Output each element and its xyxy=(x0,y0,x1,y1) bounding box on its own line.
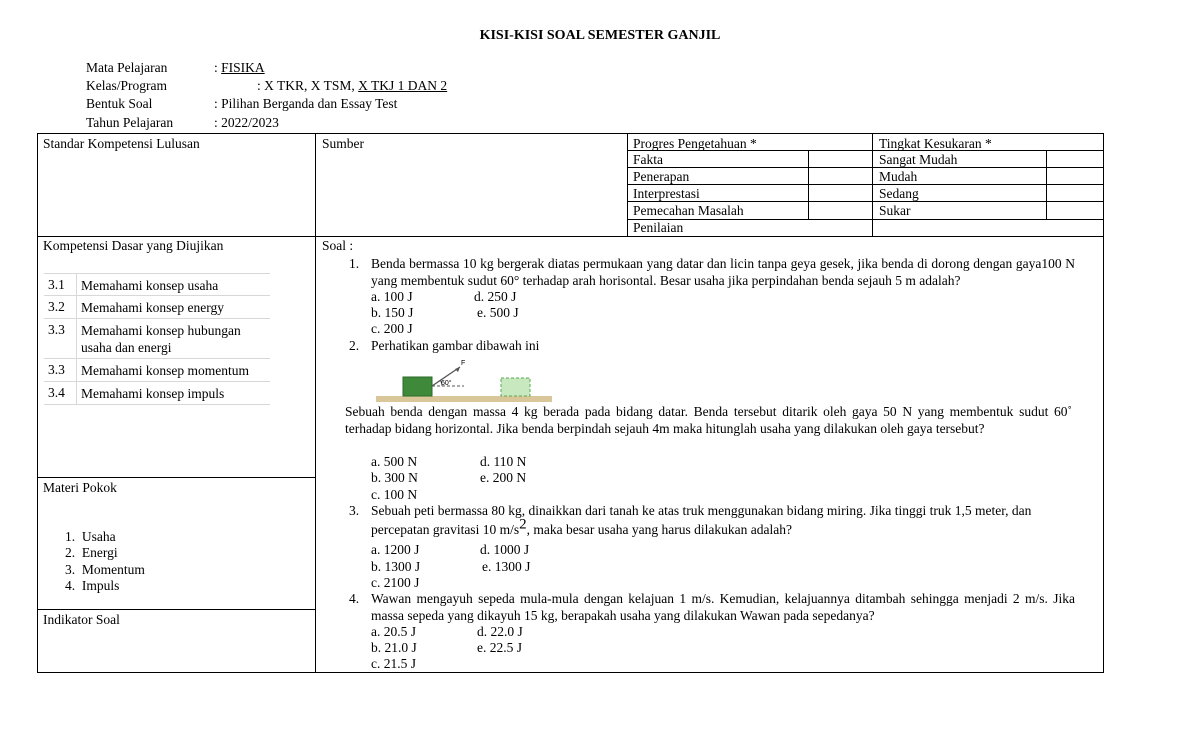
mata-pelajaran-value xyxy=(214,59,265,77)
option-c: c. 2100 J xyxy=(371,575,420,590)
tingkat-item: Sangat Mudah xyxy=(879,152,958,167)
kd-item xyxy=(44,359,270,382)
materi-item xyxy=(65,562,145,578)
ground-surface xyxy=(376,396,552,402)
materi-item xyxy=(65,545,118,561)
materi-text: Usaha xyxy=(81,529,116,544)
kd-item xyxy=(44,273,270,296)
question-number: 2. xyxy=(349,338,360,353)
materi-text: Impuls xyxy=(81,578,120,593)
superscript: 2 xyxy=(519,516,527,533)
option-c: c. 200 J xyxy=(371,321,413,336)
progres-item: Penerapan xyxy=(633,169,690,184)
kelas-value xyxy=(257,77,447,95)
option-b: b. 150 J xyxy=(371,305,414,320)
block-final xyxy=(501,378,530,396)
materi-number: 3. xyxy=(65,562,82,577)
kd-separator xyxy=(76,359,77,381)
option-d: d. 1000 J xyxy=(480,542,530,557)
question-2 xyxy=(345,338,1075,355)
question-number: 1. xyxy=(349,256,360,271)
materi-number: 4. xyxy=(65,578,82,593)
option-e: e. 500 J xyxy=(477,305,519,320)
kd-number: 3.1 xyxy=(48,277,65,292)
kd-text: Memahami konsep usaha xyxy=(81,278,219,293)
kd-number: 3.3 xyxy=(48,362,65,377)
skl-label: Standar Kompetensi Lulusan xyxy=(43,136,200,151)
progres-item: Fakta xyxy=(633,152,663,167)
progres-line-3 xyxy=(627,184,1104,185)
kelas-value-a: : X TKR, X TSM, xyxy=(257,78,355,93)
kd-text: Memahami konsep impuls xyxy=(81,386,225,401)
kd-number: 3.3 xyxy=(48,322,65,337)
materi-text: Energi xyxy=(81,545,118,560)
tingkat-item: Sedang xyxy=(879,186,919,201)
option-b: b. 21.0 J xyxy=(371,640,417,655)
materi-number: 1. xyxy=(65,529,82,544)
progres-item: Interprestasi xyxy=(633,186,700,201)
question-2-body: Sebuah benda dengan massa 4 kg berada pada bidang datar. Benda tersebut ditarik oleh gaya 50 N yang membentuk sudut 60˚ terhadap bidang horizontal. Jika benda berpindah sejauh 4m maka hitunglah usaha yang dilakukan oleh gaya tersebut? xyxy=(345,404,1072,436)
progres-label: Progres Pengetahuan * xyxy=(633,136,757,151)
materi-item xyxy=(65,578,119,594)
row-divider-materi xyxy=(37,477,315,478)
mata-pelajaran-label: Mata Pelajaran xyxy=(86,60,168,75)
question-text-part: , maka besar usaha yang harus dilakukan adalah? xyxy=(526,522,792,537)
materi-label: Materi Pokok xyxy=(43,480,117,495)
bentuk-label: Bentuk Soal xyxy=(86,96,153,111)
progres-line-2 xyxy=(627,167,1104,168)
kd-item xyxy=(44,319,270,359)
option-d: d. 22.0 J xyxy=(477,624,523,639)
option-d: d. 250 J xyxy=(474,289,517,304)
angle-label: 60° xyxy=(441,380,452,387)
question-1 xyxy=(345,256,1075,290)
question-text: Benda bermassa 10 kg bergerak diatas permukaan yang datar dan licin tanpa geya gesek, jika benda di dorong dengan gaya100 N yang membentuk sudut 60° terhadap arah horisontal. Besar usaha jika perpindahan benda sejauh 5 m adalah? xyxy=(371,256,1075,288)
option-a: a. 20.5 J xyxy=(371,624,416,639)
option-c: c. 21.5 J xyxy=(371,656,416,671)
progres-item: Pemecahan Masalah xyxy=(633,203,744,218)
row-divider-indikator xyxy=(37,609,315,610)
kd-number: 3.2 xyxy=(48,299,65,314)
option-b: b. 300 N xyxy=(371,470,418,485)
question-number: 4. xyxy=(349,591,360,606)
question-text: Wawan mengayuh sepeda mula-mula dengan kelajuan 1 m/s. Kemudian, kelajuannya ditambah sehingga menjadi 2 m/s. Jika massa sepeda yang dikayuh 15 kg, berapakah usaha yang dilakukan Wawan pada sepedanya? xyxy=(371,591,1075,623)
option-c: c. 100 N xyxy=(371,487,418,502)
question-text-line2 xyxy=(371,516,1075,539)
option-e: e. 1300 J xyxy=(482,559,531,574)
progres-item: Penilaian xyxy=(633,220,684,235)
question-text: Perhatikan gambar dibawah ini xyxy=(371,338,540,353)
kelas-value-b: X TKJ 1 DAN 2 xyxy=(358,78,448,93)
option-e: e. 200 N xyxy=(480,470,527,485)
mata-pelajaran-colon: : xyxy=(214,60,218,75)
progres-line-5 xyxy=(627,219,1104,220)
indikator-label: Indikator Soal xyxy=(43,612,120,627)
option-d: d. 110 N xyxy=(480,454,527,469)
question-4 xyxy=(345,591,1075,625)
tahun-value: : 2022/2023 xyxy=(214,115,279,130)
col-divider-1 xyxy=(315,133,316,673)
force-arrowhead xyxy=(455,367,460,372)
question-text-part: percepatan gravitasi 10 m/s xyxy=(371,522,520,537)
question-text-line1: Sebuah peti bermassa 80 kg, dinaikkan dari tanah ke atas truk menggunakan bidang miring. Jika tinggi truk 1,5 meter, dan xyxy=(371,503,1032,518)
row-divider-top xyxy=(37,236,1104,237)
kd-separator xyxy=(76,319,77,358)
kd-separator xyxy=(76,274,77,295)
kd-separator xyxy=(76,382,77,404)
mata-pelajaran-text: FISIKA xyxy=(221,60,265,75)
tingkat-label: Tingkat Kesukaran * xyxy=(879,136,992,151)
kd-item xyxy=(44,296,270,319)
bentuk-value: : Pilihan Berganda dan Essay Test xyxy=(214,96,398,111)
kd-label: Kompetensi Dasar yang Diujikan xyxy=(43,238,224,253)
soal-label: Soal : xyxy=(322,238,354,253)
force-diagram-figure xyxy=(376,356,552,404)
tingkat-item: Sukar xyxy=(879,203,911,218)
option-e: e. 22.5 J xyxy=(477,640,522,655)
option-a: a. 100 J xyxy=(371,289,413,304)
materi-number: 2. xyxy=(65,545,82,560)
option-b: b. 1300 J xyxy=(371,559,421,574)
question-number: 3. xyxy=(349,503,360,518)
kd-number: 3.4 xyxy=(48,385,65,400)
question-3 xyxy=(345,503,1075,541)
kd-text: Memahami konsep momentum xyxy=(81,363,249,378)
materi-text: Momentum xyxy=(81,562,145,577)
sumber-label: Sumber xyxy=(322,136,364,151)
option-a: a. 500 N xyxy=(371,454,418,469)
document-title: KISI-KISI SOAL SEMESTER GANJIL xyxy=(479,28,721,43)
kd-text: Memahami konsep energy xyxy=(81,300,224,315)
block-initial xyxy=(403,377,432,396)
materi-item xyxy=(65,529,116,545)
tingkat-item: Mudah xyxy=(879,169,918,184)
kelas-label: Kelas/Program xyxy=(86,78,167,93)
kd-text: Memahami konsep hubungan usaha dan energi xyxy=(81,323,241,355)
kd-item xyxy=(44,382,270,405)
kd-separator xyxy=(76,296,77,318)
tahun-label: Tahun Pelajaran xyxy=(86,115,174,130)
force-label: F xyxy=(461,360,466,367)
option-a: a. 1200 J xyxy=(371,542,420,557)
